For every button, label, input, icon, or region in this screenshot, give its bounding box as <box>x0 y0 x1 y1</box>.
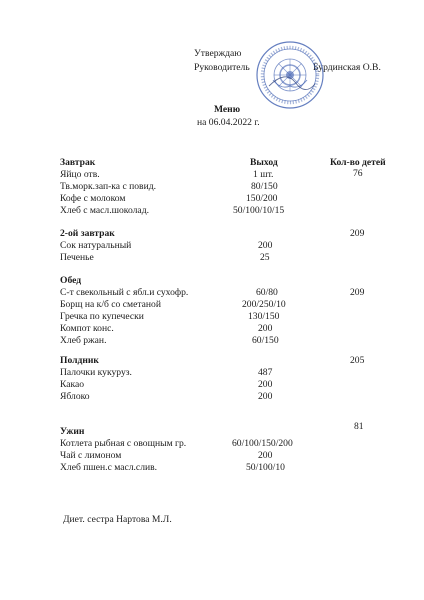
menu-item-name: Какао <box>60 379 85 390</box>
col-meal-breakfast: Завтрак <box>60 157 96 168</box>
menu-item-yield: 200 <box>258 450 273 461</box>
menu-item-name: Яблоко <box>60 391 90 402</box>
menu-item-yield: 1 шт. <box>253 169 274 180</box>
menu-item-name: Тв.морк.зап-ка с повид. <box>60 181 156 192</box>
menu-item-name: Чай с лимоном <box>60 450 122 461</box>
footer-dietitian: Диет. сестра Нартова М.Л. <box>63 514 172 525</box>
menu-item-yield: 60/150 <box>252 335 279 346</box>
menu-item-yield: 200 <box>258 391 273 402</box>
col-yield: Выход <box>250 157 278 168</box>
section-title-dinner: Ужин <box>60 426 85 437</box>
menu-item-yield: 200 <box>258 240 273 251</box>
menu-item-name: Гречка по купечески <box>60 311 144 322</box>
menu-item-name: С-т свекольный с ябл.и сухофр. <box>60 287 189 298</box>
signer-name: Бурдинская О.В. <box>313 62 381 73</box>
menu-item-yield: 150/200 <box>246 193 278 204</box>
menu-item-name: Котлета рыбная с овощным гр. <box>60 438 187 449</box>
page-title: Меню <box>214 104 241 115</box>
menu-date: на 06.04.2022 г. <box>197 117 260 128</box>
menu-item-name: Печенье <box>60 252 94 263</box>
menu-item-yield: 80/150 <box>251 181 278 192</box>
section-title-lunch: Обед <box>60 275 82 286</box>
menu-item-name: Хлеб пшен.с масл.слив. <box>60 462 158 473</box>
menu-item-yield: 200 <box>258 379 273 390</box>
menu-item-name: Яйцо отв. <box>60 169 100 180</box>
menu-item-name: Кофе с молоком <box>60 193 126 204</box>
menu-item-name: Компот конс. <box>60 323 114 334</box>
col-children: Кол-во детей <box>330 157 386 168</box>
menu-item-yield: 487 <box>258 367 273 378</box>
children-count-lunch: 209 <box>350 287 365 298</box>
menu-item-name: Палочки кукуруз. <box>60 367 132 378</box>
menu-item-yield: 50/100/10/15 <box>233 205 285 216</box>
children-count-snack: 205 <box>350 355 365 366</box>
stamp-icon <box>255 40 325 110</box>
position-label: Руководитель <box>194 62 250 73</box>
menu-item-yield: 50/100/10 <box>246 462 285 473</box>
section-title-breakfast2: 2-ой завтрак <box>60 228 115 239</box>
menu-item-yield: 200 <box>258 323 273 334</box>
children-count-dinner: 81 <box>354 421 364 432</box>
menu-item-yield: 25 <box>260 252 270 263</box>
approve-label: Утверждаю <box>194 48 242 59</box>
section-title-snack: Полдник <box>60 355 99 366</box>
menu-item-yield: 130/150 <box>248 311 280 322</box>
children-count-breakfast2: 209 <box>350 228 365 239</box>
menu-item-name: Хлеб с масл.шоколад. <box>60 205 149 216</box>
menu-item-yield: 200/250/10 <box>242 299 286 310</box>
menu-item-name: Хлеб ржан. <box>60 335 107 346</box>
menu-item-name: Борщ на к/б со сметаной <box>60 299 161 310</box>
menu-item-name: Сок натуральный <box>60 240 132 251</box>
children-count-breakfast: 76 <box>353 168 363 179</box>
menu-item-yield: 60/100/150/200 <box>232 438 293 449</box>
menu-item-yield: 60/80 <box>256 287 278 298</box>
